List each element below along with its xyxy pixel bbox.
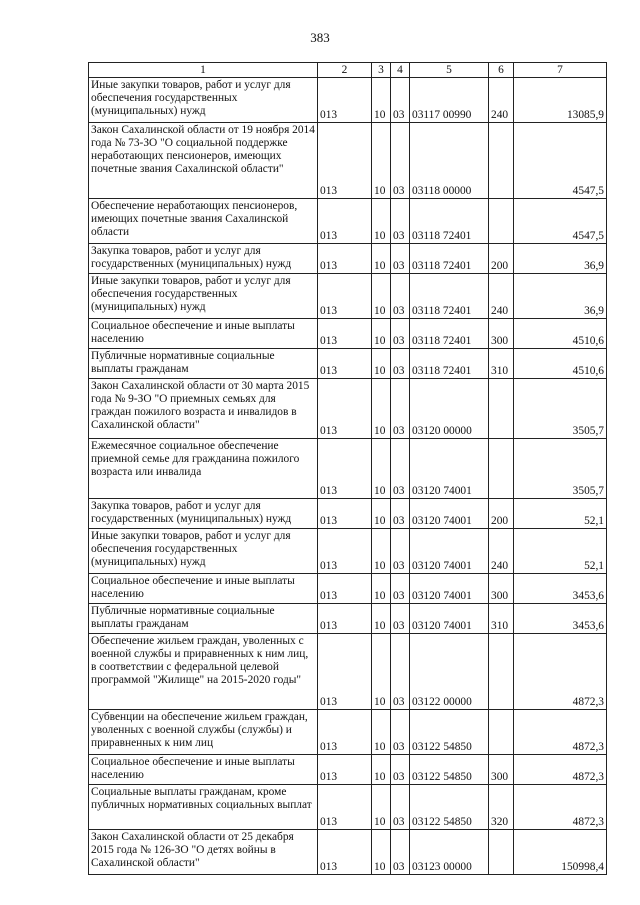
- cell-c5: 03122 54850: [410, 785, 489, 830]
- cell-c5: 03118 72401: [410, 274, 489, 319]
- table-row: [89, 274, 607, 319]
- cell-c3: 10: [372, 439, 391, 499]
- cell-c5: 03118 72401: [410, 319, 489, 349]
- row-description: Обеспечение неработающих пенсионеров, имеющих почетные звания Сахалинской области: [89, 199, 318, 244]
- table-row: [89, 244, 607, 274]
- cell-c4: 03: [391, 319, 410, 349]
- table-row: [89, 830, 607, 875]
- cell-c3: 10: [372, 634, 391, 710]
- cell-c2: 013: [318, 785, 372, 830]
- cell-c4: 03: [391, 710, 410, 755]
- row-description: Ежемесячное социальное обеспечение приемной семье для гражданина пожилого возраста или инвалида: [89, 439, 318, 499]
- cell-c6: 240: [489, 529, 514, 574]
- cell-c3: 10: [372, 529, 391, 574]
- cell-c2: 013: [318, 755, 372, 785]
- row-description: Закупка товаров, работ и услуг для государственных (муниципальных) нужд: [89, 244, 318, 274]
- column-header: 5: [410, 63, 489, 78]
- cell-c3: 10: [372, 755, 391, 785]
- cell-c6: 200: [489, 244, 514, 274]
- cell-c7: 3453,6: [514, 604, 607, 634]
- cell-c6: 300: [489, 574, 514, 604]
- table-row: [89, 349, 607, 379]
- table-row: [89, 319, 607, 349]
- cell-c7: 4547,5: [514, 123, 607, 199]
- cell-c7: 52,1: [514, 499, 607, 529]
- row-description: Социальное обеспечение и иные выплаты населению: [89, 319, 318, 349]
- cell-c3: 10: [372, 274, 391, 319]
- cell-c2: 013: [318, 274, 372, 319]
- table-row: [89, 710, 607, 755]
- cell-c4: 03: [391, 785, 410, 830]
- cell-c4: 03: [391, 244, 410, 274]
- cell-c4: 03: [391, 574, 410, 604]
- cell-c2: 013: [318, 244, 372, 274]
- budget-table: [88, 62, 607, 875]
- cell-c5: 03120 74001: [410, 499, 489, 529]
- table-row: [89, 499, 607, 529]
- row-description: Иные закупки товаров, работ и услуг для обеспечения государственных (муниципальных) нужд: [89, 274, 318, 319]
- cell-c5: 03120 74001: [410, 574, 489, 604]
- cell-c3: 10: [372, 785, 391, 830]
- cell-c6: 310: [489, 349, 514, 379]
- cell-c4: 03: [391, 379, 410, 439]
- cell-c2: 013: [318, 349, 372, 379]
- cell-c2: 013: [318, 830, 372, 875]
- row-description: Закупка товаров, работ и услуг для государственных (муниципальных) нужд: [89, 499, 318, 529]
- cell-c4: 03: [391, 604, 410, 634]
- cell-c5: 03122 54850: [410, 710, 489, 755]
- cell-c6: 240: [489, 78, 514, 123]
- row-description: Социальные выплаты гражданам, кроме публичных нормативных социальных выплат: [89, 785, 318, 830]
- row-description: Субвенции на обеспечение жильем граждан, уволенных с военной службы (службы) и приравненных к ним лиц: [89, 710, 318, 755]
- cell-c5: 03118 00000: [410, 123, 489, 199]
- row-description: Закон Сахалинской области от 25 декабря 2015 года № 126-ЗО "О детях войны в Сахалинской области": [89, 830, 318, 875]
- table-row: [89, 78, 607, 123]
- table-row: [89, 199, 607, 244]
- row-description: Закон Сахалинской области от 19 ноября 2014 года № 73-ЗО "О социальной поддержке неработающих пенсионеров, имеющих почетные звания Сахалинской области": [89, 123, 318, 199]
- table-row: [89, 123, 607, 199]
- cell-c2: 013: [318, 78, 372, 123]
- cell-c3: 10: [372, 78, 391, 123]
- cell-c4: 03: [391, 755, 410, 785]
- cell-c6: [489, 439, 514, 499]
- cell-c5: 03122 00000: [410, 634, 489, 710]
- column-header: 6: [489, 63, 514, 78]
- cell-c6: [489, 830, 514, 875]
- cell-c4: 03: [391, 439, 410, 499]
- cell-c3: 10: [372, 574, 391, 604]
- column-header: 3: [372, 63, 391, 78]
- table-header-row: [89, 63, 607, 78]
- cell-c6: 320: [489, 785, 514, 830]
- cell-c2: 013: [318, 574, 372, 604]
- cell-c3: 10: [372, 604, 391, 634]
- cell-c2: 013: [318, 710, 372, 755]
- column-header: 4: [391, 63, 410, 78]
- row-description: Публичные нормативные социальные выплаты гражданам: [89, 349, 318, 379]
- row-description: Иные закупки товаров, работ и услуг для обеспечения государственных (муниципальных) нужд: [89, 78, 318, 123]
- cell-c7: 150998,4: [514, 830, 607, 875]
- cell-c4: 03: [391, 199, 410, 244]
- cell-c6: 300: [489, 755, 514, 785]
- table-row: [89, 529, 607, 574]
- cell-c7: 3453,6: [514, 574, 607, 604]
- cell-c2: 013: [318, 379, 372, 439]
- cell-c3: 10: [372, 244, 391, 274]
- cell-c5: 03118 72401: [410, 244, 489, 274]
- cell-c4: 03: [391, 830, 410, 875]
- cell-c3: 10: [372, 349, 391, 379]
- cell-c2: 013: [318, 499, 372, 529]
- cell-c4: 03: [391, 78, 410, 123]
- cell-c7: 52,1: [514, 529, 607, 574]
- cell-c2: 013: [318, 199, 372, 244]
- cell-c6: [489, 199, 514, 244]
- cell-c6: [489, 634, 514, 710]
- cell-c7: 36,9: [514, 244, 607, 274]
- cell-c5: 03120 74001: [410, 439, 489, 499]
- cell-c5: 03123 00000: [410, 830, 489, 875]
- cell-c3: 10: [372, 499, 391, 529]
- cell-c2: 013: [318, 439, 372, 499]
- table-row: [89, 439, 607, 499]
- cell-c3: 10: [372, 319, 391, 349]
- cell-c6: 310: [489, 604, 514, 634]
- cell-c5: 03118 72401: [410, 199, 489, 244]
- cell-c7: 4510,6: [514, 319, 607, 349]
- cell-c6: [489, 123, 514, 199]
- cell-c3: 10: [372, 379, 391, 439]
- cell-c5: 03122 54850: [410, 755, 489, 785]
- cell-c7: 36,9: [514, 274, 607, 319]
- cell-c2: 013: [318, 604, 372, 634]
- cell-c7: 4872,3: [514, 755, 607, 785]
- cell-c7: 3505,7: [514, 439, 607, 499]
- cell-c3: 10: [372, 830, 391, 875]
- row-description: Обеспечение жильем граждан, уволенных с военной службы и приравненных к ним лиц, в соответствии с федеральной целевой программой "Жилище" на 2015-2020 годы": [89, 634, 318, 710]
- cell-c7: 4872,3: [514, 785, 607, 830]
- cell-c4: 03: [391, 529, 410, 574]
- cell-c7: 4510,6: [514, 349, 607, 379]
- row-description: Закон Сахалинской области от 30 марта 2015 года № 9-ЗО "О приемных семьях для граждан пожилого возраста и инвалидов в Сахалинской области": [89, 379, 318, 439]
- cell-c5: 03120 74001: [410, 529, 489, 574]
- cell-c7: 3505,7: [514, 379, 607, 439]
- page-number: 383: [310, 30, 330, 45]
- cell-c6: 240: [489, 274, 514, 319]
- cell-c2: 013: [318, 529, 372, 574]
- column-header: 1: [89, 63, 318, 78]
- cell-c4: 03: [391, 274, 410, 319]
- cell-c4: 03: [391, 349, 410, 379]
- cell-c5: 03118 72401: [410, 349, 489, 379]
- cell-c4: 03: [391, 499, 410, 529]
- cell-c5: 03117 00990: [410, 78, 489, 123]
- column-header: 7: [514, 63, 607, 78]
- cell-c3: 10: [372, 710, 391, 755]
- cell-c6: [489, 710, 514, 755]
- table-row: [89, 785, 607, 830]
- row-description: Социальное обеспечение и иные выплаты населению: [89, 574, 318, 604]
- column-header: 2: [318, 63, 372, 78]
- table-row: [89, 755, 607, 785]
- cell-c7: 13085,9: [514, 78, 607, 123]
- cell-c2: 013: [318, 123, 372, 199]
- row-description: Социальное обеспечение и иные выплаты населению: [89, 755, 318, 785]
- cell-c5: 03120 74001: [410, 604, 489, 634]
- cell-c7: 4872,3: [514, 710, 607, 755]
- cell-c5: 03120 00000: [410, 379, 489, 439]
- cell-c7: 4872,3: [514, 634, 607, 710]
- cell-c6: 200: [489, 499, 514, 529]
- cell-c4: 03: [391, 634, 410, 710]
- cell-c3: 10: [372, 199, 391, 244]
- table-row: [89, 379, 607, 439]
- cell-c6: [489, 379, 514, 439]
- table-row: [89, 604, 607, 634]
- cell-c6: 300: [489, 319, 514, 349]
- row-description: Иные закупки товаров, работ и услуг для обеспечения государственных (муниципальных) нужд: [89, 529, 318, 574]
- cell-c7: 4547,5: [514, 199, 607, 244]
- cell-c4: 03: [391, 123, 410, 199]
- table-row: [89, 574, 607, 604]
- cell-c3: 10: [372, 123, 391, 199]
- row-description: Публичные нормативные социальные выплаты гражданам: [89, 604, 318, 634]
- cell-c2: 013: [318, 634, 372, 710]
- table-row: [89, 634, 607, 710]
- cell-c2: 013: [318, 319, 372, 349]
